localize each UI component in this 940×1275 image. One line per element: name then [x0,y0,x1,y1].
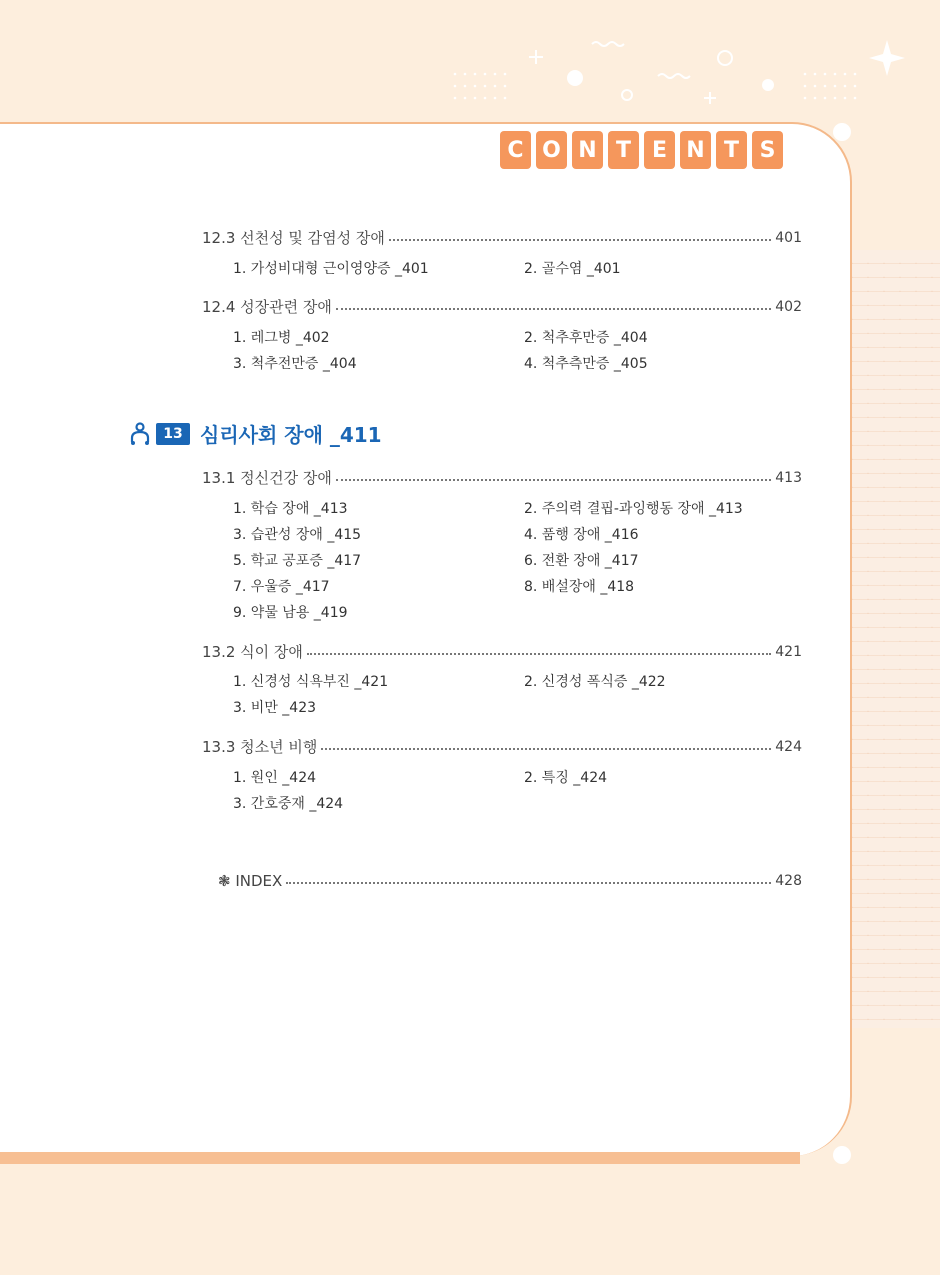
toc-item[interactable]: 8. 배설장애 _418 [524,579,635,595]
chapter-title: 심리사회 장애 _411 [200,423,382,447]
toc-item[interactable]: 2. 신경성 폭식증 _422 [524,674,666,690]
corner-dot [830,120,854,144]
section-title: 13.3 청소년 비행 [202,738,318,756]
leader-dots [286,882,771,884]
contents-letter: E [644,131,675,169]
toc-item[interactable]: 4. 품행 장애 _416 [524,527,639,543]
toc-item[interactable]: 5. 학교 공포증 _417 [233,553,362,569]
toc-item[interactable]: 2. 척추후만증 _404 [524,330,648,346]
leader-dots [336,479,771,481]
leader-dots [307,653,771,655]
toc-item[interactable]: 1. 레그병 _402 [233,330,330,346]
toc-section[interactable] [202,736,802,757]
page-number: 401 [775,229,802,246]
index-title: ❃ INDEX [218,872,283,890]
contents-letter: O [536,131,567,169]
toc-item[interactable]: 1. 신경성 식욕부진 _421 [233,674,389,690]
section-title: 12.4 성장관련 장애 [202,298,332,316]
toc-index[interactable] [218,872,802,890]
footer-strip [0,1152,800,1164]
leader-dots [321,748,771,750]
toc-item[interactable]: 1. 가성비대형 근이영양증 _401 [233,261,429,277]
section-title: 13.1 정신건강 장애 [202,469,332,487]
page-number: 428 [775,873,802,889]
chapter-number: 13 [156,423,190,445]
toc-item[interactable]: 4. 척추측만증 _405 [524,356,648,372]
toc-section[interactable] [202,296,802,317]
contents-title [500,131,783,169]
toc-section[interactable] [202,227,802,248]
leader-dots [336,308,771,310]
toc-item[interactable]: 1. 원인 _424 [233,770,317,786]
contents-letter: N [680,131,711,169]
toc-item[interactable]: 7. 우울증 _417 [233,579,330,595]
contents-letter: T [608,131,639,169]
section-title: 13.2 식이 장애 [202,643,303,661]
toc-item[interactable]: 9. 약물 남용 _419 [233,605,348,621]
chapter-heading[interactable] [130,419,382,448]
toc-section[interactable] [202,467,802,488]
contents-letter: C [500,131,531,169]
toc-item[interactable]: 3. 비만 _423 [233,700,317,716]
corner-dot [830,1143,854,1167]
contents-letter: T [716,131,747,169]
toc-item[interactable]: 2. 골수염 _401 [524,261,621,277]
toc-item[interactable]: 3. 습관성 장애 _415 [233,527,362,543]
toc-item[interactable]: 2. 주의력 결핍-과잉행동 장애 _413 [524,501,743,517]
page-number: 424 [775,738,802,755]
page-number: 421 [775,643,802,660]
toc-item[interactable]: 3. 척추전만증 _404 [233,356,357,372]
contents-letter: N [572,131,603,169]
toc-item[interactable]: 1. 학습 장애 _413 [233,501,348,517]
person-icon [130,422,150,446]
section-title: 12.3 선천성 및 감염성 장애 [202,229,385,247]
page-number: 402 [775,298,802,315]
toc-item[interactable]: 3. 간호중재 _424 [233,796,344,812]
footer-band [0,1164,940,1275]
toc-item[interactable]: 2. 특징 _424 [524,770,608,786]
page-number: 413 [775,469,802,486]
contents-letter: S [752,131,783,169]
leader-dots [389,239,771,241]
toc-section[interactable] [202,641,802,662]
toc-item[interactable]: 6. 전환 장애 _417 [524,553,639,569]
side-pattern [852,250,940,1028]
